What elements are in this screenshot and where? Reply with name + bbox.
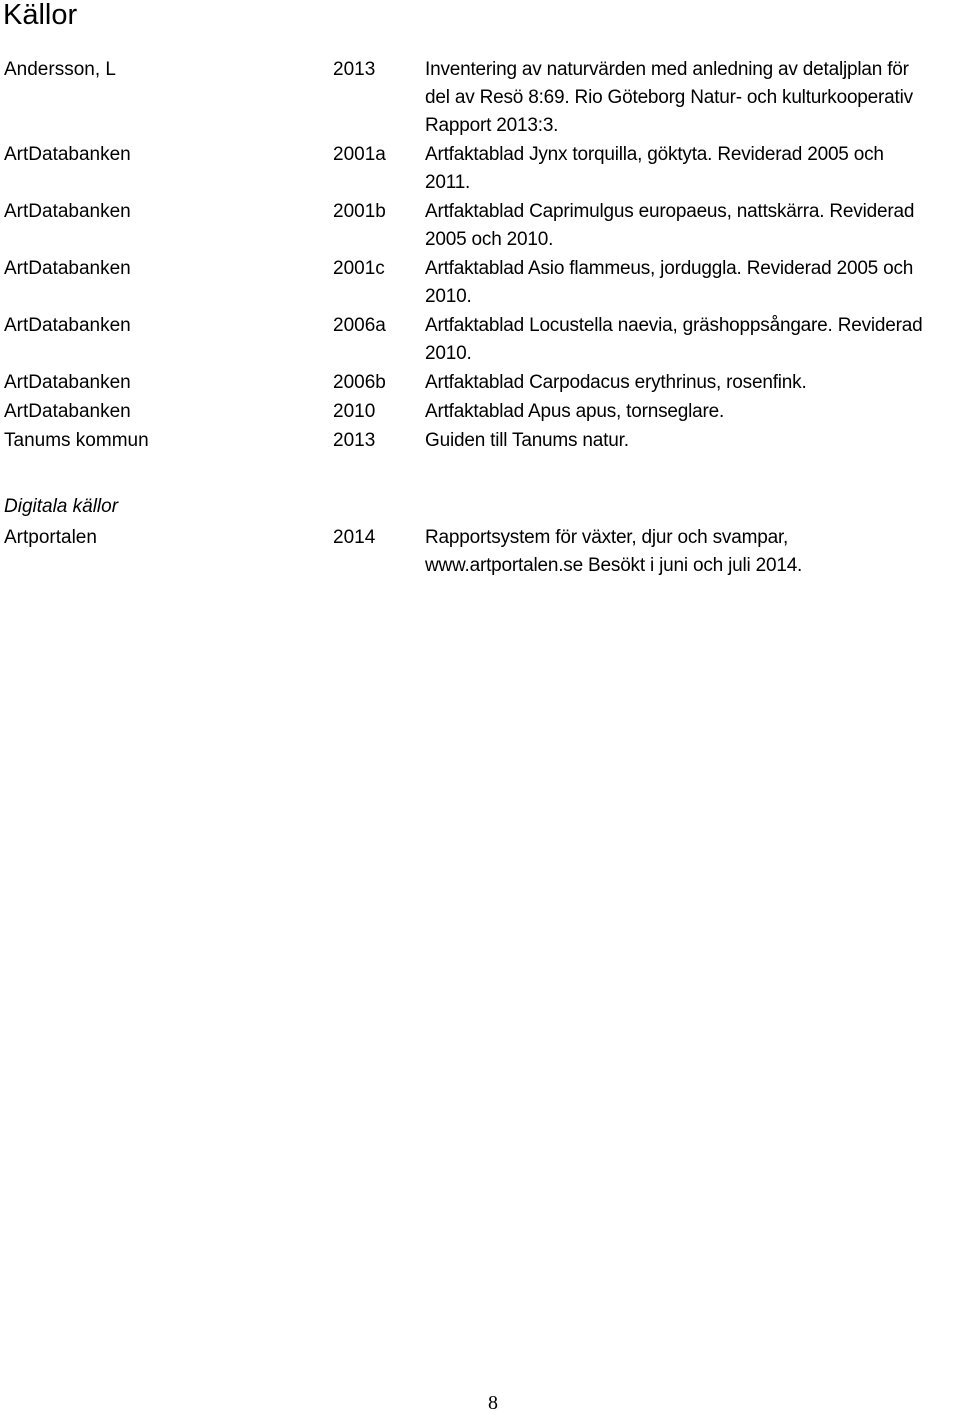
reference-year: 2006a	[333, 315, 386, 336]
reference-author: ArtDatabanken	[4, 201, 131, 222]
reference-title-line: Artfaktablad Carpodacus erythrinus, rosenfink.	[425, 372, 807, 393]
reference-year: 2014	[333, 527, 376, 548]
reference-title-line: Guiden till Tanums natur.	[425, 430, 629, 451]
reference-entry	[0, 56, 960, 141]
digital-sources-list	[0, 524, 960, 581]
reference-title-line: Artfaktablad Jynx torquilla, göktyta. Reviderad 2005 och	[425, 144, 884, 165]
reference-year: 2013	[333, 59, 376, 80]
reference-year: 2010	[333, 401, 376, 422]
reference-title-line: Artfaktablad Locustella naevia, gräshoppsångare. Reviderad	[425, 315, 923, 336]
reference-author: ArtDatabanken	[4, 372, 131, 393]
page-number: 8	[488, 1392, 498, 1414]
reference-title-line: 2005 och 2010.	[425, 229, 554, 250]
reference-title-line: Inventering av naturvärden med anledning av detaljplan för	[425, 59, 909, 80]
reference-entry	[0, 141, 960, 198]
reference-title	[425, 369, 960, 397]
reference-title-line: 2010.	[425, 286, 472, 307]
reference-title	[425, 398, 960, 426]
reference-title	[425, 312, 960, 368]
reference-title-line: www.artportalen.se Besökt i juni och juli 2014.	[425, 555, 803, 576]
reference-year: 2001c	[333, 258, 385, 279]
reference-title-line: Rapport 2013:3.	[425, 115, 559, 136]
reference-entry	[0, 398, 960, 427]
reference-entry	[0, 312, 960, 369]
reference-title-line: Artfaktablad Asio flammeus, jorduggla. Reviderad 2005 och	[425, 258, 914, 279]
reference-year: 2001b	[333, 201, 386, 222]
reference-year: 2013	[333, 430, 376, 451]
reference-title-line: 2011.	[425, 172, 471, 193]
reference-title	[425, 255, 960, 311]
reference-year: 2006b	[333, 372, 386, 393]
reference-title	[425, 56, 960, 140]
reference-title	[425, 198, 960, 254]
reference-author: Andersson, L	[4, 59, 116, 80]
reference-title	[425, 141, 960, 197]
reference-entry	[0, 369, 960, 398]
reference-list	[0, 56, 960, 456]
reference-entry	[0, 255, 960, 312]
reference-author: ArtDatabanken	[4, 401, 131, 422]
reference-title-line: Artfaktablad Caprimulgus europaeus, nattskärra. Reviderad	[425, 201, 915, 222]
digital-sources-heading: Digitala källor	[4, 496, 119, 517]
reference-author: Tanums kommun	[4, 430, 149, 451]
reference-entry	[0, 524, 960, 581]
reference-title	[425, 427, 960, 455]
reference-title-line: del av Resö 8:69. Rio Göteborg Natur- och kulturkooperativ	[425, 87, 913, 108]
page-title: Källor	[3, 0, 78, 31]
reference-author: ArtDatabanken	[4, 144, 131, 165]
reference-author: Artportalen	[4, 527, 97, 548]
reference-author: ArtDatabanken	[4, 258, 131, 279]
reference-title-line: Artfaktablad Apus apus, tornseglare.	[425, 401, 725, 422]
reference-title	[425, 524, 960, 580]
reference-entry	[0, 427, 960, 456]
reference-year: 2001a	[333, 144, 386, 165]
reference-title-line: Rapportsystem för växter, djur och svampar,	[425, 527, 789, 548]
reference-entry	[0, 198, 960, 255]
reference-title-line: 2010.	[425, 343, 472, 364]
reference-author: ArtDatabanken	[4, 315, 131, 336]
